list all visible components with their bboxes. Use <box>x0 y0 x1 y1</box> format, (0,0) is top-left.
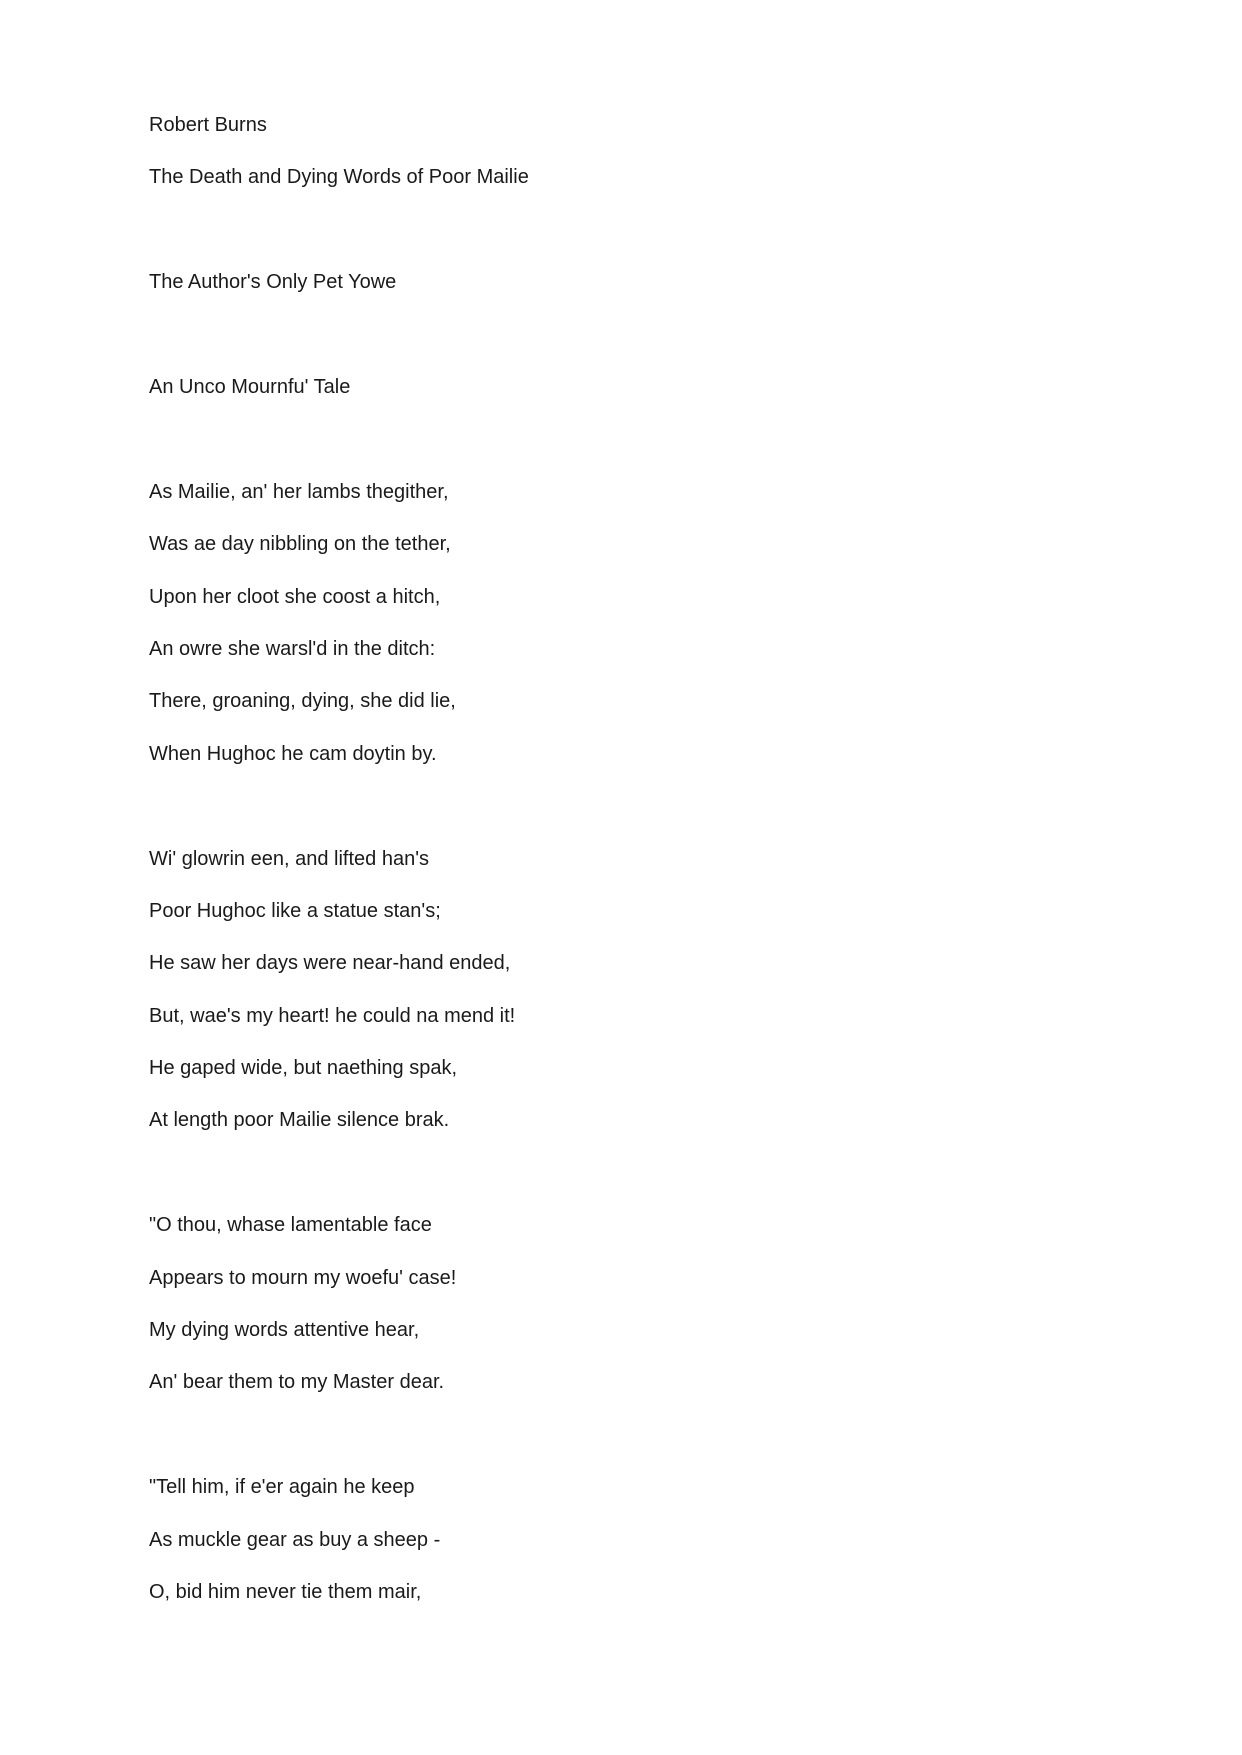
stanza2-line-3: He saw her days were near-hand ended, <box>149 952 511 974</box>
stanza2-line-4: But, wae's my heart! he could na mend it! <box>149 1005 516 1027</box>
author-line: Robert Burns <box>149 114 267 136</box>
stanza1-line-2: Was ae day nibbling on the tether, <box>149 533 451 555</box>
stanza2-line-6: At length poor Mailie silence brak. <box>149 1109 450 1131</box>
stanza1-line-3: Upon her cloot she coost a hitch, <box>149 586 441 608</box>
stanza2-line-1: Wi' glowrin een, and lifted han's <box>149 848 430 870</box>
stanza3-line-4: An' bear them to my Master dear. <box>149 1371 445 1393</box>
stanza3-line-2: Appears to mourn my woefu' case! <box>149 1267 457 1289</box>
stanza3-line-3: My dying words attentive hear, <box>149 1319 420 1341</box>
stanza2-line-2: Poor Hughoc like a statue stan's; <box>149 900 441 922</box>
stanza2-line-5: He gaped wide, but naething spak, <box>149 1057 457 1079</box>
poem-title: The Death and Dying Words of Poor Mailie <box>149 166 529 188</box>
stanza1-line-1: As Mailie, an' her lambs thegither, <box>149 481 449 503</box>
stanza3-line-1: "O thou, whase lamentable face <box>149 1214 432 1236</box>
stanza1-line-5: There, groaning, dying, she did lie, <box>149 690 456 712</box>
stanza4-line-1: "Tell him, if e'er again he keep <box>149 1476 415 1498</box>
stanza4-line-2: As muckle gear as buy a sheep - <box>149 1529 441 1551</box>
stanza1-line-4: An owre she warsl'd in the ditch: <box>149 638 436 660</box>
stanza1-line-6: When Hughoc he cam doytin by. <box>149 743 437 765</box>
poem-subtitle-2: An Unco Mournfu' Tale <box>149 376 351 398</box>
poem-subtitle: The Author's Only Pet Yowe <box>149 271 397 293</box>
stanza4-line-3: O, bid him never tie them mair, <box>149 1581 422 1603</box>
